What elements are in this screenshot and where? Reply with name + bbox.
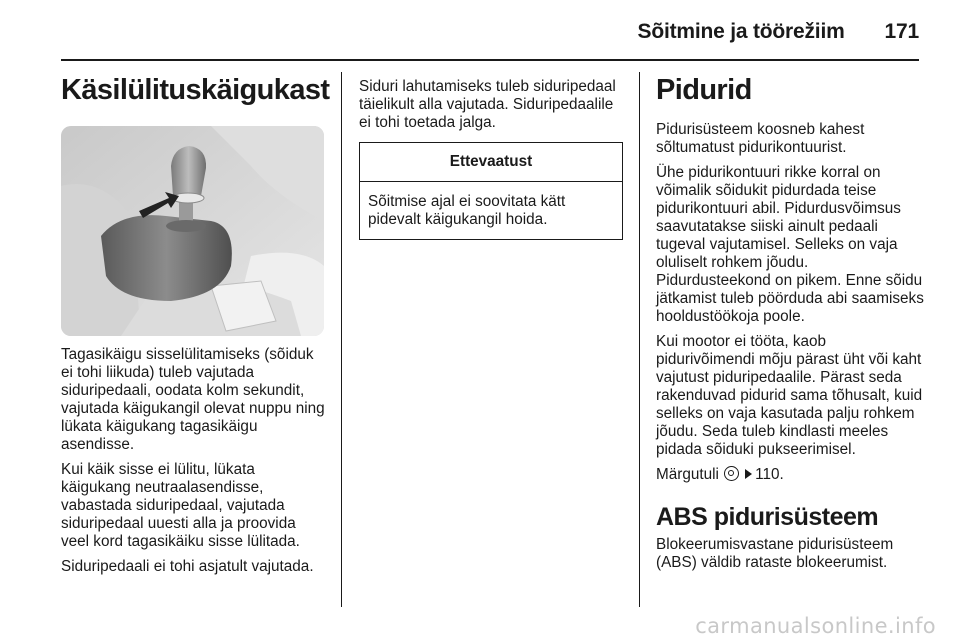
paragraph: Ühe pidurikontuuri rikke korral on võimalik sõidukit pidurdada teise pidurikontuuri abil. Pidurdusvõimsus saavutatakse siiski ainult pedaali tugeval vajutamisel. Selleks on vaja oluliselt rohkem jõudu. Pidurdusteekond on pikem. Enne sõidu jätkamist tuleb pöörduda abi saamiseks hooldustöökoja poole. xyxy=(656,164,924,325)
column-divider xyxy=(341,72,342,607)
reference-line xyxy=(656,466,926,484)
text-block xyxy=(61,346,326,583)
caution-box xyxy=(359,142,623,240)
caution-title: Ettevaatust xyxy=(360,143,622,182)
section-heading: Käsilülituskäigukast xyxy=(61,74,330,106)
gear-shift-illustration xyxy=(61,126,324,336)
section-title: Sõitmine ja töörežiim xyxy=(637,20,845,43)
column-divider xyxy=(639,72,640,607)
reference-page[interactable]: 110. xyxy=(755,466,784,483)
page-reference-arrow-icon xyxy=(745,469,752,479)
page-header xyxy=(638,20,919,48)
paragraph: Tagasikäigu sisselülitamiseks (sõiduk ei tohi liikuda) tuleb vajutada siduripedaali, oodata kolm sekundit, vajutada käigukangil olevat nuppu ning lükata käigukang tagasikäigu asendisse. xyxy=(61,346,325,453)
header-rule xyxy=(61,59,919,61)
section-heading: Pidurid xyxy=(656,74,752,106)
paragraph: Blokeerumisvastane pidurisüsteem (ABS) väldib rataste blokeerumist. xyxy=(656,536,894,571)
caution-text: Sõitmise ajal ei soovitata kätt pidevalt käigukangil hoida. xyxy=(368,193,566,228)
column-manual-gearbox xyxy=(61,70,330,575)
reference-label: Märgutuli xyxy=(656,466,719,483)
page-number: 171 xyxy=(884,20,919,43)
column-clutch-notes xyxy=(359,78,624,240)
paragraph: Pidurisüsteem koosneb kahest sõltumatust pidurikontuurist. xyxy=(656,121,865,156)
watermark: carmanualsonline.info xyxy=(695,614,936,638)
paragraph: Siduri lahutamiseks tuleb siduripedaal täielikult alla vajutada. Siduripedaalile ei tohi toetada jalga. xyxy=(359,78,616,131)
column-brakes xyxy=(656,70,926,579)
warning-light-icon xyxy=(724,466,739,481)
paragraph: Kui mootor ei tööta, kaob pidurivõimendi mõju pärast üht või kaht vajutust piduripedaalile. Pärast seda rakenduvad pidurid sama tõhusalt, kuid selleks on vaja kasutada palju rohkem jõudu. Seda tuleb kindlasti meeles pidada sõiduki pukseerimisel. xyxy=(656,333,923,458)
paragraph: Siduripedaali ei tohi asjatult vajutada. xyxy=(61,558,314,575)
subsection-heading: ABS pidurisüsteem xyxy=(656,503,879,531)
gear-shift-knob-icon xyxy=(61,126,324,336)
paragraph: Kui käik sisse ei lülitu, lükata käigukang neutraalasendisse, vabastada siduripedaal, vajutada siduripedaal uuesti alla ja proovida veel kord tagasikäiku sisse lülitada. xyxy=(61,461,300,550)
